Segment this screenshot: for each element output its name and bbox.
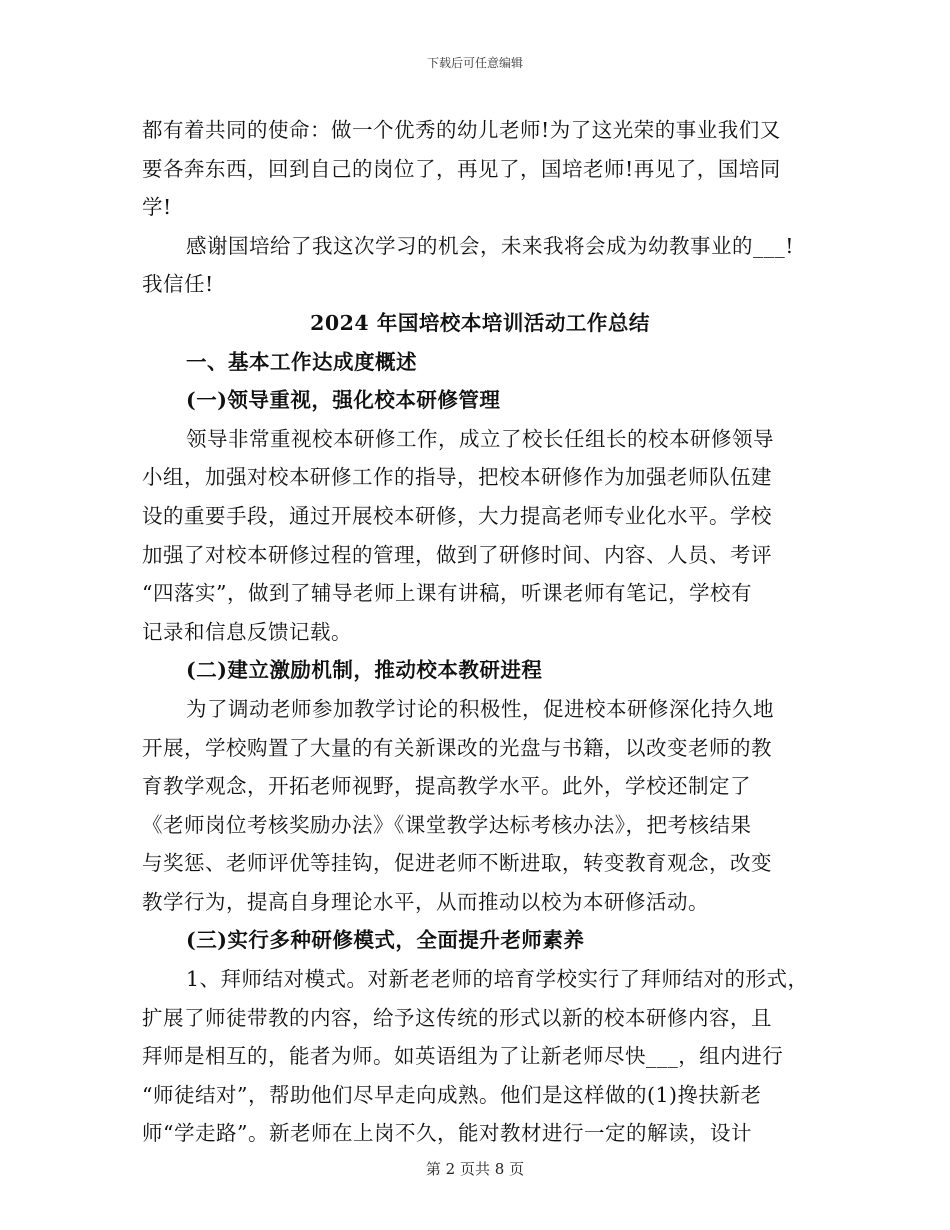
page-number: 第 2 页共 8 页 bbox=[425, 1160, 525, 1178]
body-line: 领导非常重视校本研修工作，成立了校长任组长的校本研修领导 bbox=[186, 426, 774, 451]
body-line: 都有着共同的使命：做一个优秀的幼儿老师!为了这光荣的事业我们又 bbox=[142, 118, 781, 142]
body-line: “师徒结对”，帮助他们尽早走向成熟。他们是这样做的(1)搀扶新老 bbox=[142, 1082, 762, 1107]
body-line: 1、拜师结对模式。对新老老师的培育学校实行了拜师结对的形式， bbox=[186, 967, 809, 992]
body-line: 小组，加强对校本研修工作的指导，把校本研修作为加强老师队伍建 bbox=[142, 465, 772, 490]
body-line: 《老师岗位考核奖励办法》《课堂教学达标考核办法》，把考核结果 bbox=[142, 812, 752, 837]
body-line: 师“学走路”。新老师在上岗不久，能对教材进行一定的解读，设计 bbox=[142, 1121, 752, 1146]
body-line: “四落实”，做到了辅导老师上课有讲稿，听课老师有笔记，学校有 bbox=[142, 581, 752, 606]
body-line: 设的重要手段，通过开展校本研修，大力提高老师专业化水平。学校 bbox=[142, 503, 772, 528]
document-body bbox=[142, 111, 818, 1153]
subsection-heading: (三)实行多种研修模式，全面提升老师素养 bbox=[186, 928, 585, 953]
page-header-note: 下载后可任意编辑 bbox=[426, 56, 523, 70]
document-title: 2024 年国培校本培训活动工作总结 bbox=[310, 310, 650, 335]
body-line: 为了调动老师参加教学讨论的积极性，促进校本研修深化持久地 bbox=[186, 696, 774, 721]
body-line: 感谢国培给了我这次学习的机会，未来我将会成为幼教事业的___! bbox=[186, 233, 794, 258]
body-line: 与奖惩、老师评优等挂钩，促进老师不断进取，转变教育观念，改变 bbox=[142, 851, 772, 876]
subsection-heading: (二)建立激励机制，推动校本教研进程 bbox=[186, 658, 543, 683]
body-line: 拜师是相互的，能者为师。如英语组为了让新老师尽快___，组内进行 bbox=[142, 1044, 784, 1069]
body-line: 扩展了师徒带教的内容，给予这传统的形式以新的校本研修内容，且 bbox=[142, 1005, 772, 1030]
body-line: 要各奔东西，回到自己的岗位了，再见了，国培老师!再见了，国培同 bbox=[142, 156, 781, 181]
body-line: 教学行为，提高自身理论水平，从而推动以校为本研修活动。 bbox=[142, 889, 709, 914]
body-line: 记录和信息反馈记载。 bbox=[142, 619, 352, 644]
section-heading: 一、基本工作达成度概述 bbox=[186, 349, 417, 374]
body-line: 我信任! bbox=[142, 272, 214, 297]
body-line: 加强了对校本研修过程的管理，做到了研修时间、内容、人员、考评 bbox=[142, 542, 772, 567]
body-line: 开展，学校购置了大量的有关新课改的光盘与书籍，以改变老师的教 bbox=[142, 735, 772, 760]
subsection-heading: (一)领导重视，强化校本研修管理 bbox=[186, 388, 501, 413]
body-line: 育教学观念，开拓老师视野，提高教学水平。此外，学校还制定了 bbox=[142, 774, 751, 799]
body-line: 学! bbox=[142, 195, 172, 220]
